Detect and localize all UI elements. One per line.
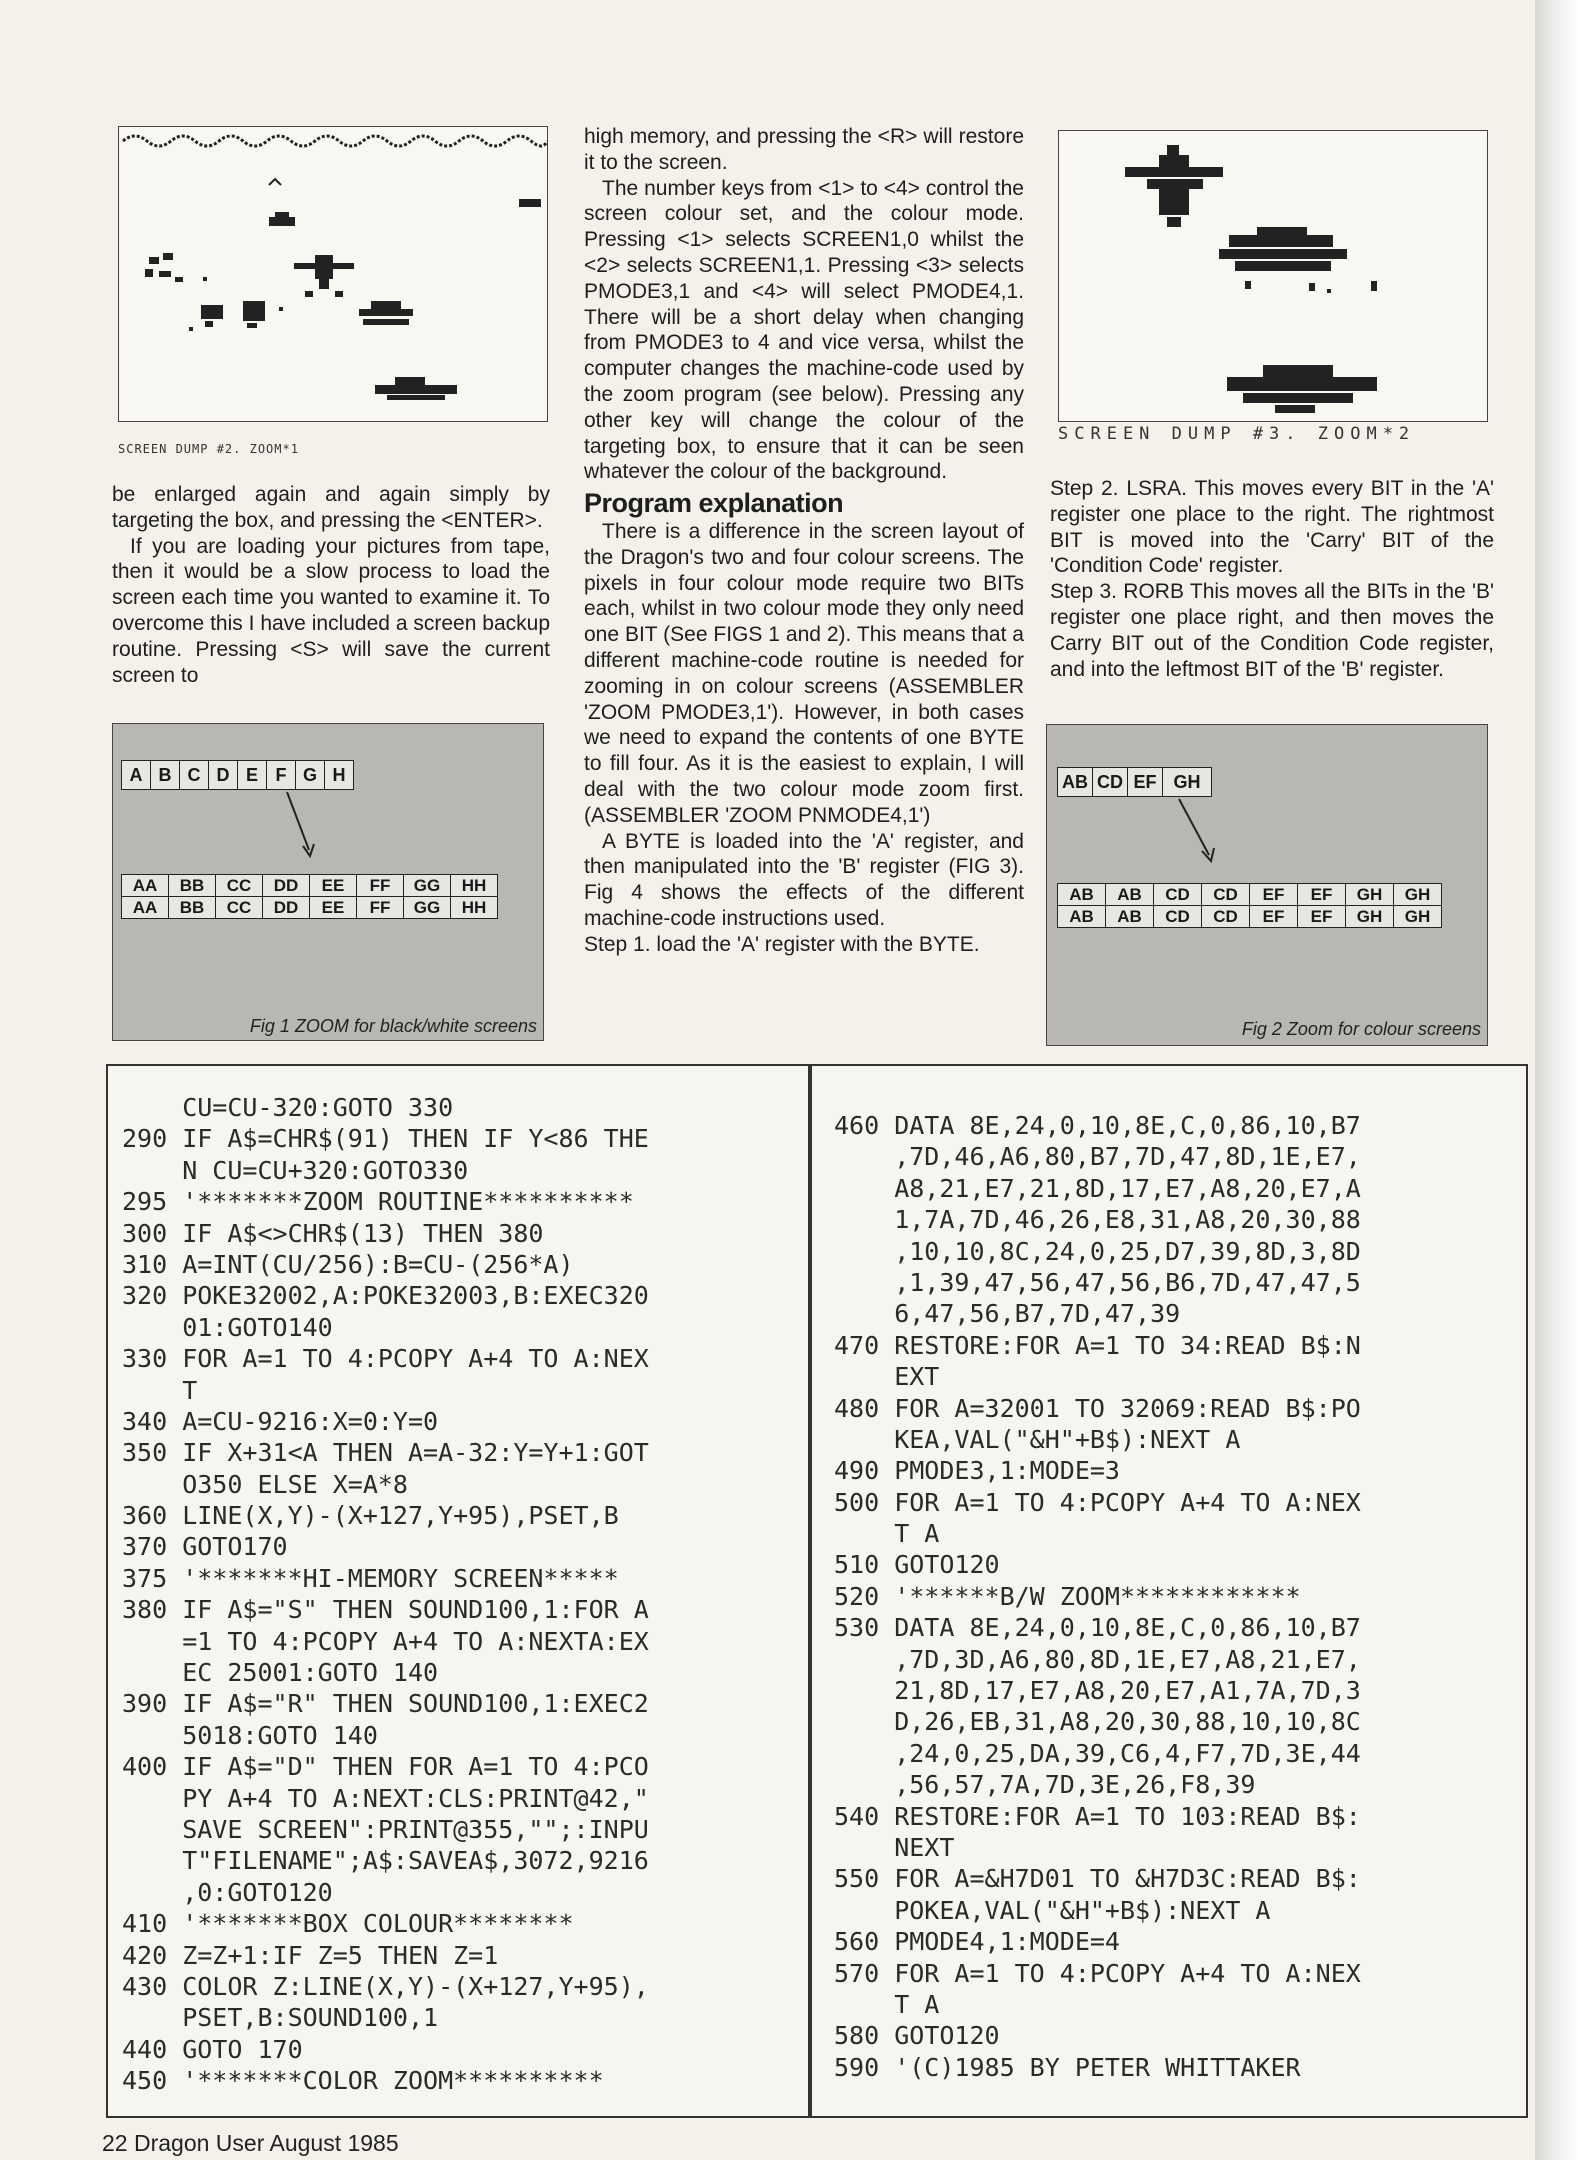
fig1-source-byte	[121, 760, 354, 790]
fig1-cell: BB	[169, 875, 216, 896]
code-line: EXT	[834, 1362, 940, 1392]
code-line: 580 GOTO120	[834, 2021, 1000, 2051]
code-line: CU=CU-320:GOTO 330	[122, 1093, 454, 1122]
code-line: 310 A=INT(CU/256):B=CU-(256*A)	[122, 1249, 574, 1279]
fig2-source-byte	[1057, 767, 1212, 797]
fig2-pixel: EF	[1128, 768, 1163, 796]
code-line: T	[122, 1375, 198, 1405]
code-line: N CU=CU+320:GOTO330	[122, 1155, 469, 1185]
code-line: 375 '*******HI-MEMORY SCREEN*****	[122, 1563, 619, 1593]
screen-dump-2	[118, 126, 548, 422]
fig1-cell: EE	[310, 897, 357, 918]
fig1-cell: HH	[461, 898, 487, 917]
fig1-cell: GG	[404, 897, 451, 918]
fig1-cell: FF	[357, 875, 404, 896]
fig2-cell: CD	[1154, 884, 1202, 905]
code-line: 380 IF A$="S" THEN SOUND100,1:FOR A	[122, 1595, 649, 1625]
column-2-text	[584, 124, 1024, 958]
code-line: ,10,10,8C,24,0,25,D7,39,8D,3,8D	[834, 1236, 1361, 1266]
code-line: 550 FOR A=&H7D01 TO &H7D3C:READ B$:	[834, 1864, 1361, 1894]
code-line: PY A+4 TO A:NEXT:CLS:PRINT@42,"	[122, 1783, 649, 1813]
fig1-bit: A	[122, 761, 151, 789]
fig2-pixel: GH	[1173, 772, 1201, 792]
code-line: 5018:GOTO 140	[122, 1720, 378, 1750]
code-line: 350 IF X+31<A THEN A=A-32:Y=Y+1:GOT	[122, 1438, 649, 1468]
listing-right-code	[834, 1110, 1361, 2083]
code-line: 410 '*******BOX COLOUR********	[122, 1909, 574, 1939]
fig1-bit: F	[267, 761, 296, 789]
fig2-cell: CD	[1202, 884, 1250, 905]
code-line: ,0:GOTO120	[122, 1877, 333, 1907]
code-line: 6,47,56,B7,7D,47,39	[834, 1299, 1181, 1329]
fig1-bit: G	[296, 761, 325, 789]
paragraph: Step 2. LSRA. This moves every BIT in the 'A' register one place to the right. The rightmost BIT is moved into the 'Carry' BIT of the 'Condition Code' register.	[1050, 477, 1494, 578]
code-line: PSET,B:SOUND100,1	[122, 2003, 439, 2033]
code-line: 470 RESTORE:FOR A=1 TO 34:READ B$:N	[834, 1330, 1361, 1360]
paragraph: If you are loading your pictures from tape, then it would be a slow process to load the screen each time you wanted to examine it. To overcome this I have included a screen backup routine. Pressing <S> will save the current screen to	[112, 534, 550, 687]
fig2-cell: EF	[1250, 884, 1298, 905]
code-line: 300 IF A$<>CHR$(13) THEN 380	[122, 1218, 544, 1248]
code-line: 400 IF A$="D" THEN FOR A=1 TO 4:PCO	[122, 1752, 649, 1782]
fig2-cell: AB	[1106, 906, 1154, 927]
screen-dump-3-caption: SCREEN DUMP #3. ZOOM*2	[1058, 424, 1416, 444]
code-line: EC 25001:GOTO 140	[122, 1658, 439, 1688]
fig2-cell: GH	[1346, 906, 1394, 927]
code-line: ,7D,46,A6,80,B7,7D,47,8D,1E,E7,	[834, 1142, 1361, 1172]
fig2-arrow	[1175, 797, 1225, 867]
code-line: T A	[834, 1989, 940, 2019]
code-line: ,7D,3D,A6,80,8D,1E,E7,A8,21,E7,	[834, 1644, 1361, 1674]
code-line: 21,8D,17,E7,A8,20,E7,A1,7A,7D,3	[834, 1676, 1361, 1706]
code-line: 520 '******B/W ZOOM************	[834, 1581, 1301, 1611]
section-heading: Program explanation	[584, 488, 844, 519]
code-line: 510 GOTO120	[834, 1550, 1000, 1580]
code-line: ,1,39,47,56,47,56,B6,7D,47,47,5	[834, 1267, 1361, 1297]
code-line: 430 COLOR Z:LINE(X,Y)-(X+127,Y+95),	[122, 1971, 649, 2001]
code-line: 590 '(C)1985 BY PETER WHITTAKER	[834, 2052, 1301, 2082]
fig1-bit: D	[209, 761, 238, 789]
fig2-caption: Fig 2 Zoom for colour screens	[1241, 1019, 1481, 1039]
code-line: ,56,57,7A,7D,3E,26,F8,39	[834, 1770, 1256, 1800]
fig2-cell: GH	[1404, 885, 1431, 904]
code-line: SAVE SCREEN":PRINT@355,"";:INPU	[122, 1814, 649, 1844]
fig1-cell: AA	[122, 897, 169, 918]
fig2-cell: CD	[1154, 906, 1202, 927]
fig1-cell: BB	[169, 897, 216, 918]
fig1-arrow	[283, 790, 323, 860]
code-line: 330 FOR A=1 TO 4:PCOPY A+4 TO A:NEX	[122, 1344, 649, 1374]
fig2-pixel: CD	[1093, 768, 1128, 796]
paragraph: A BYTE is loaded into the 'A' register, and then manipulated into the 'B' register (FIG 3). Fig 4 shows the effects of the different machine-code instructions used.	[584, 829, 1024, 930]
code-line: 450 '*******COLOR ZOOM**********	[122, 2066, 604, 2096]
page-footer: 22 Dragon User August 1985	[102, 2130, 399, 2156]
fig1-bit: C	[180, 761, 209, 789]
fig1-caption: Fig 1 ZOOM for black/white screens	[249, 1016, 537, 1036]
code-line: 460 DATA 8E,24,0,10,8E,C,0,86,10,B7	[834, 1111, 1361, 1140]
code-line: 500 FOR A=1 TO 4:PCOPY A+4 TO A:NEX	[834, 1487, 1361, 1517]
screen-dump-2-graphic	[119, 127, 547, 421]
code-line: A8,21,E7,21,8D,17,E7,A8,20,E7,A	[834, 1173, 1361, 1203]
fig2-cell: AB	[1058, 884, 1106, 905]
fig1-bit: E	[238, 761, 267, 789]
code-line: 320 POKE32002,A:POKE32003,B:EXEC320	[122, 1281, 649, 1311]
fig1-cell: DD	[263, 897, 310, 918]
code-line: 1,7A,7D,46,26,E8,31,A8,20,30,88	[834, 1205, 1361, 1235]
code-line: =1 TO 4:PCOPY A+4 TO A:NEXTA:EX	[122, 1626, 649, 1656]
fig1-cell: AA	[122, 875, 169, 896]
code-line: 340 A=CU-9216:X=0:Y=0	[122, 1406, 439, 1436]
fig1-cell: CC	[216, 897, 263, 918]
fig1-expanded-row-1	[121, 874, 498, 897]
code-line: POKEA,VAL("&H"+B$):NEXT A	[834, 1895, 1271, 1925]
fig2-cell: EF	[1250, 906, 1298, 927]
fig2-cell: EF	[1298, 884, 1346, 905]
paragraph: Step 1. load the 'A' register with the BYTE.	[584, 932, 980, 956]
code-line: 530 DATA 8E,24,0,10,8E,C,0,86,10,B7	[834, 1613, 1361, 1643]
fig2-expanded-row-2	[1057, 905, 1442, 928]
code-line: 01:GOTO140	[122, 1312, 333, 1342]
fig2-cell: AB	[1058, 906, 1106, 927]
code-line: D,26,EB,31,A8,20,30,88,10,10,8C	[834, 1707, 1361, 1737]
screen-dump-3	[1058, 130, 1488, 422]
code-line: NEXT	[834, 1832, 955, 1862]
fig1-cell: EE	[310, 875, 357, 896]
code-line: 370 GOTO170	[122, 1532, 288, 1562]
code-line: 570 FOR A=1 TO 4:PCOPY A+4 TO A:NEX	[834, 1958, 1361, 1988]
fig1-cell: GG	[404, 875, 451, 896]
code-line: 390 IF A$="R" THEN SOUND100,1:EXEC2	[122, 1689, 649, 1719]
screen-dump-3-graphic	[1059, 131, 1487, 421]
page-edge	[1535, 0, 1578, 2160]
code-line: 560 PMODE4,1:MODE=4	[834, 1927, 1120, 1957]
column-3-text	[1050, 476, 1494, 682]
paragraph: be enlarged again and again simply by targeting the box, and pressing the <ENTER>.	[112, 483, 550, 532]
fig2-cell: GH	[1404, 907, 1431, 926]
fig1-bit: H	[332, 765, 346, 785]
code-line: 490 PMODE3,1:MODE=3	[834, 1456, 1120, 1486]
fig2-cell: GH	[1346, 884, 1394, 905]
figure-2	[1046, 724, 1488, 1046]
column-1-text	[112, 482, 550, 688]
listing-left-code	[122, 1092, 649, 2097]
fig2-cell: EF	[1298, 906, 1346, 927]
code-line: ,24,0,25,DA,39,C6,4,F7,7D,3E,44	[834, 1738, 1361, 1768]
fig2-pixel: AB	[1058, 768, 1093, 796]
fig1-cell: HH	[461, 876, 487, 895]
fig1-cell: FF	[357, 897, 404, 918]
fig2-expanded-row-1	[1057, 883, 1442, 906]
fig2-cell: CD	[1202, 906, 1250, 927]
code-line: 295 '*******ZOOM ROUTINE**********	[122, 1187, 634, 1217]
fig1-cell: CC	[216, 875, 263, 896]
code-line: 360 LINE(X,Y)-(X+127,Y+95),PSET,B	[122, 1501, 619, 1531]
paragraph: Step 3. RORB This moves all the BITs in the 'B' register one place right, and then moves the Carry BIT out of the Condition Code register, and into the leftmost BIT of the 'B' register.	[1050, 580, 1494, 681]
code-line: T A	[834, 1519, 940, 1549]
paragraph: high memory, and pressing the <R> will restore it to the screen.	[584, 125, 1024, 174]
paragraph: There is a difference in the screen layout of the Dragon's two and four colour screens. The pixels in four colour mode require two BITs each, whilst in two colour mode they only need one BIT (See FIGS 1 and 2). This means that a different machine-code routine is needed for zooming in on colour screens (ASSEMBLER 'ZOOM PMODE3,1'). However, in both cases we need to expand the contents of one BYTE to fill four. As it is the easiest to explain, I will deal with the two colour mode zoom first. (ASSEMBLER 'ZOOM PNMODE4,1')	[584, 519, 1024, 827]
code-line: 480 FOR A=32001 TO 32069:READ B$:PO	[834, 1393, 1361, 1423]
paragraph: The number keys from <1> to <4> control the screen colour set, and the colour mode. Pressing <1> selects SCREEN1,0 whilst the <2> selects SCREEN1,1. Pressing <3> selects PMODE3,1 and <4> will select PMODE4,1. There will be a short delay when changing from PMODE3 to 4 and vice versa, whilst the computer changes the machine-code used by the zoom program (see below). Pressing any other key will change the colour of the targeting box, to ensure that it can be seen whatever the colour of the background.	[584, 176, 1024, 484]
code-line: KEA,VAL("&H"+B$):NEXT A	[834, 1424, 1241, 1454]
fig1-cell: DD	[263, 875, 310, 896]
screen-dump-2-caption: SCREEN DUMP #2. ZOOM*1	[118, 442, 299, 456]
code-line: 290 IF A$=CHR$(91) THEN IF Y<86 THE	[122, 1124, 649, 1154]
code-line: T"FILENAME";A$:SAVEA$,3072,9216	[122, 1846, 649, 1876]
code-line: O350 ELSE X=A*8	[122, 1469, 408, 1499]
code-line: 420 Z=Z+1:IF Z=5 THEN Z=1	[122, 1940, 499, 1970]
fig1-bit: B	[151, 761, 180, 789]
figure-1	[112, 723, 544, 1041]
code-line: 440 GOTO 170	[122, 2034, 303, 2064]
fig1-expanded-row-2	[121, 896, 498, 919]
code-line: 540 RESTORE:FOR A=1 TO 103:READ B$:	[834, 1801, 1361, 1831]
fig2-cell: AB	[1106, 884, 1154, 905]
